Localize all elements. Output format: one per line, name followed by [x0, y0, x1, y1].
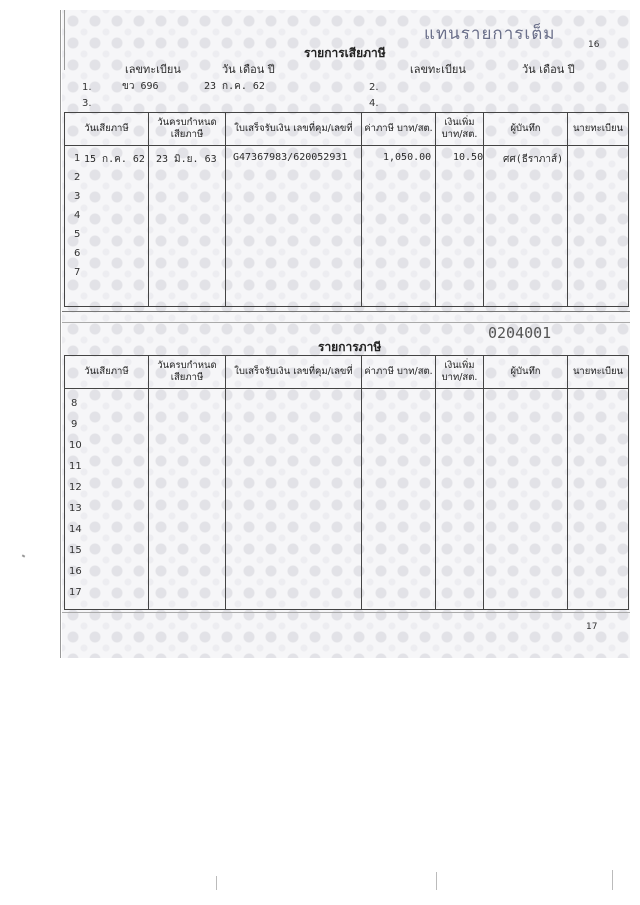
scan-mark	[216, 876, 217, 890]
reg-header-date-2: วัน เดือน ปี	[522, 63, 575, 76]
header-due-date: วันครบกำหนด เสียภาษี	[149, 113, 226, 146]
section1-title: รายการเสียภาษี	[304, 46, 386, 60]
header-due-date: วันครบกำหนด เสียภาษี	[149, 356, 226, 389]
tax-table-1	[64, 112, 629, 307]
reg-row-number: 2.	[369, 82, 379, 93]
cell-tax: 1,050.00	[383, 152, 432, 163]
section-divider	[62, 322, 630, 323]
page-number-top: 16	[588, 40, 600, 50]
row-number: 14	[69, 524, 82, 535]
row-number: 8	[71, 398, 78, 409]
row-number: 10	[69, 440, 82, 451]
page-number-bottom: 17	[586, 622, 598, 632]
row-number: 9	[71, 419, 78, 430]
table-header-row	[65, 356, 629, 389]
stamp-text: แทนรายการเต็ม	[424, 24, 556, 44]
header-pay-date: วันเสียภาษี	[65, 113, 149, 146]
header-registrar: นายทะเบียน	[568, 113, 629, 146]
reg-row-number: 4.	[369, 98, 379, 109]
header-tax: ค่าภาษี บาท/สต.	[362, 356, 436, 389]
reg-row-number: 3.	[82, 98, 92, 109]
reg-date: 23 ก.ค. 62	[204, 81, 265, 92]
header-surcharge: เงินเพิ่ม บาท/สต.	[436, 356, 484, 389]
serial-fragment: 0204001	[488, 324, 552, 342]
cell-recorder: ศศ(ธีราภาส์)	[503, 154, 564, 165]
scan-mark	[22, 554, 26, 557]
row-number: 12	[69, 482, 82, 493]
row-number: 16	[69, 566, 82, 577]
row-number: 13	[69, 503, 82, 514]
row-number: 15	[69, 545, 82, 556]
cell-pay-date: 15 ก.ค. 62	[84, 154, 145, 165]
row-number: 17	[69, 587, 82, 598]
row-number: 5	[74, 229, 81, 240]
row-number: 11	[69, 461, 82, 472]
cell-due-date: 23 มิ.ย. 63	[156, 154, 217, 165]
header-tax: ค่าภาษี บาท/สต.	[362, 113, 436, 146]
header-receipt: ใบเสร็จรับเงิน เลขที่คุม/เลขที่	[226, 113, 362, 146]
header-pay-date: วันเสียภาษี	[65, 356, 149, 389]
reg-header-plate: เลขทะเบียน	[125, 63, 181, 76]
scan-edge-line	[60, 10, 61, 658]
row-number: 4	[74, 210, 81, 221]
bottom-border	[62, 612, 630, 613]
reg-plate: ขว 696	[122, 81, 159, 92]
section-divider	[62, 311, 630, 312]
table-header-row	[65, 113, 629, 146]
row-number: 7	[74, 267, 81, 278]
tax-table-2	[64, 355, 629, 610]
row-number: 3	[74, 191, 81, 202]
table-body	[65, 146, 629, 307]
header-recorder: ผู้บันทึก	[484, 113, 568, 146]
header-surcharge: เงินเพิ่ม บาท/สต.	[436, 113, 484, 146]
section2-title: รายการภาษี	[318, 340, 382, 354]
row-number: 1	[74, 153, 81, 164]
scan-edge-line	[64, 10, 65, 70]
reg-header-plate-2: เลขทะเบียน	[410, 63, 466, 76]
cell-receipt: G47367983/620052931	[233, 152, 348, 163]
header-registrar: นายทะเบียน	[568, 356, 629, 389]
row-number: 6	[74, 248, 81, 259]
reg-header-date: วัน เดือน ปี	[222, 63, 275, 76]
cell-surcharge: 10.50	[453, 152, 484, 163]
row-number: 2	[74, 172, 81, 183]
table-body	[65, 389, 629, 610]
header-receipt: ใบเสร็จรับเงิน เลขที่คุม/เลขที่	[226, 356, 362, 389]
header-recorder: ผู้บันทึก	[484, 356, 568, 389]
scan-mark	[436, 872, 437, 890]
reg-row-number: 1.	[82, 82, 92, 93]
scan-mark	[612, 870, 613, 890]
